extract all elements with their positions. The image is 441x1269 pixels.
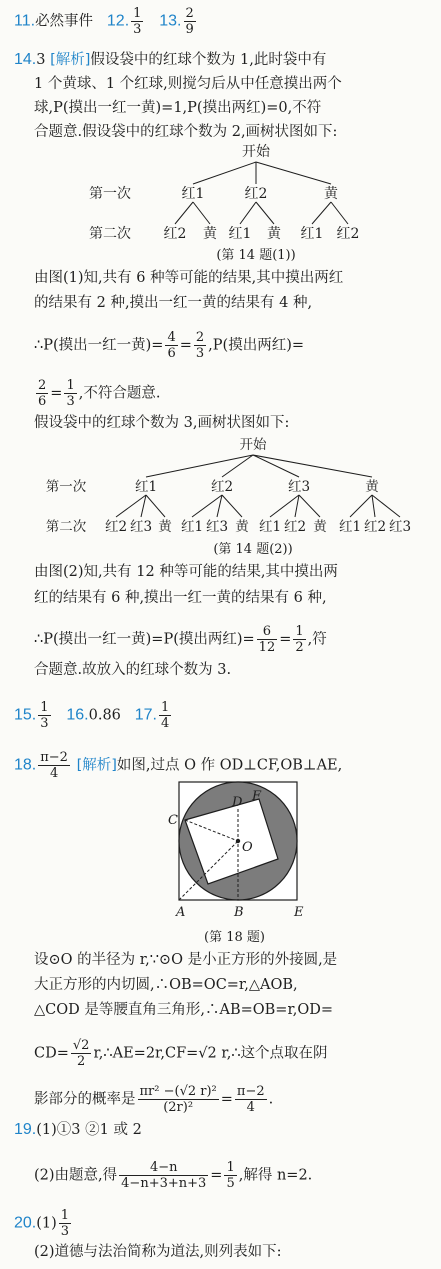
answer-fraction: $\frac{1}{3}$ bbox=[133, 6, 142, 37]
question-number: 15. bbox=[14, 706, 37, 724]
tree1-leaf: 红2 bbox=[163, 226, 187, 242]
analysis-tag: [解析] bbox=[50, 52, 91, 68]
answer-fraction: $\frac{1}{3}$ bbox=[60, 1208, 70, 1239]
answer-fraction: $\frac{1}{3}$ bbox=[40, 700, 49, 731]
tree2-node: 红2 bbox=[210, 479, 234, 495]
tree2-leaf: 红2 bbox=[104, 519, 128, 535]
q14-line-13: 合题意.故放入的红球个数为 3. bbox=[34, 662, 232, 678]
tree2-caption: (第 14 题(2)) bbox=[213, 542, 293, 557]
question-number: 18. bbox=[14, 756, 37, 774]
answer-fraction: $\frac{1}{4}$ bbox=[160, 700, 170, 731]
tree1-leaf: 红1 bbox=[228, 226, 252, 242]
answer-fraction: $\frac{\pi-2}{4}$ bbox=[40, 750, 68, 781]
q18-line-6: 影部分的概率是 $\frac{\text{πr² −(√2 r)²}}{\text{(2r)²}}$ = $\frac{\pi-2}{4}$ . bbox=[34, 1084, 274, 1115]
q19-line-2: (2)由题意,得 $\frac{4-n}{4-n+3+n+3}$ = $\frac{1}{5}$ ,解得 n=2. bbox=[34, 1160, 313, 1191]
q14-line-4: 合题意.假设袋中的红球个数为 2,画树状图如下: bbox=[34, 124, 338, 140]
q18-line-3: 大正方形的内切圆,∴OB=OC=r,△AOB, bbox=[34, 977, 298, 993]
answer-text: 必然事件 bbox=[35, 13, 94, 30]
tree2-leaf: 黄 bbox=[313, 519, 327, 535]
label-e: E bbox=[294, 905, 304, 920]
tree2-row2-label: 第二次 bbox=[45, 519, 87, 535]
tree2-leaf: 黄 bbox=[235, 519, 249, 535]
figure-18-caption: (第 18 题) bbox=[204, 930, 265, 945]
q20-line-2: (2)道德与法治简称为道法,则列表如下: bbox=[34, 1244, 282, 1260]
q20-line-1: 20.(1) $\frac{1}{3}$ bbox=[14, 1208, 70, 1239]
question-number: 11. bbox=[14, 12, 36, 30]
q14-line-6: 的结果有 2 种,摸出一红一黄的结果有 4 种, bbox=[34, 295, 313, 311]
tree1-node: 红1 bbox=[181, 186, 205, 202]
tree2-node: 黄 bbox=[365, 479, 379, 495]
label-f: F bbox=[252, 789, 262, 804]
q14-line-7: ∴P(摸出一红一黄)= $\frac{4}{6}$ = $\frac{2}{3}$ ,P(摸出两红)= bbox=[34, 330, 305, 361]
tree2-leaf: 黄 bbox=[158, 519, 172, 535]
tree1-row2-label: 第二次 bbox=[89, 226, 131, 242]
question-number: 14. bbox=[14, 51, 37, 68]
tree2-root: 开始 bbox=[239, 437, 267, 453]
question-number: 20. bbox=[14, 1214, 37, 1232]
q18-line-5: CD= $\frac{√2}{2}$ r,∴AE=2r,CF=√2 r,∴这个点取在阴 bbox=[34, 1038, 328, 1069]
q14-line-12: ∴P(摸出一红一黄)=P(摸出两红)= $\frac{6}{12}$ = $\frac{1}{2}$ ,符 bbox=[34, 624, 327, 655]
label-d: D bbox=[232, 795, 243, 810]
q18-line-2: 设⊙O 的半径为 r,∵⊙O 是小正方形的外接圆,是 bbox=[34, 952, 338, 968]
tree1-row1-label: 第一次 bbox=[89, 186, 131, 202]
q14-line-9: 假设袋中的红球个数为 3,画树状图如下: bbox=[34, 415, 290, 431]
q14-line-10: 由图(2)知,共有 12 种等可能的结果,其中摸出两 bbox=[34, 564, 338, 580]
tree1-leaf: 红2 bbox=[336, 226, 360, 242]
q14-line-1: 14.3 [解析]假设袋中的红球个数为 1,此时袋中有 bbox=[14, 51, 327, 68]
tree1-caption: (第 14 题(1)) bbox=[216, 248, 296, 263]
tree1-node: 黄 bbox=[324, 186, 338, 202]
question-number: 19. bbox=[14, 1121, 37, 1138]
answer-row-11-13 bbox=[14, 6, 198, 37]
q18-line-1: 18. $\frac{\pi-2}{4}$ [解析]如图,过点 O 作 OD⊥CF,OB⊥AE, bbox=[14, 750, 343, 781]
question-number: 12. bbox=[106, 12, 130, 30]
center-point bbox=[236, 839, 240, 843]
tree1-root: 开始 bbox=[242, 144, 270, 160]
label-c: C bbox=[168, 813, 178, 828]
question-number: 17. bbox=[134, 706, 157, 724]
q14-line-8: $\frac{2}{6}$ = $\frac{1}{3}$ ,不符合题意. bbox=[38, 378, 161, 409]
q14-line-11: 红的结果有 6 种,摸出一红一黄的结果有 6 种, bbox=[34, 590, 327, 606]
tree2-leaf: 红3 bbox=[388, 519, 412, 535]
tree2-node: 红3 bbox=[287, 479, 311, 495]
tree-diagram-1 bbox=[0, 140, 441, 265]
tree1-leaf: 黄 bbox=[267, 226, 281, 242]
tree1-leaf: 红1 bbox=[300, 226, 324, 242]
tree2-leaf: 红1 bbox=[180, 519, 204, 535]
question-number: 16. bbox=[66, 706, 89, 724]
tree2-leaf: 红2 bbox=[363, 519, 387, 535]
label-o: O bbox=[242, 840, 253, 855]
q14-line-3: 球,P(摸出一红一黄)=1,P(摸出两红)=0,不符 bbox=[34, 100, 322, 116]
q18-line-4: △COD 是等腰直角三角形,∴AB=OB=r,OD= bbox=[34, 1002, 334, 1018]
answer-row-15-17: 15. $\frac{1}{3}$ 16.0.86 17. $\frac{1}{4}$ bbox=[14, 700, 170, 731]
tree2-branches bbox=[116, 455, 400, 517]
label-b: B bbox=[234, 905, 244, 920]
tree2-leaf: 红1 bbox=[338, 519, 362, 535]
square-circle-figure bbox=[150, 778, 390, 928]
tree2-leaf: 红2 bbox=[283, 519, 307, 535]
label-a: A bbox=[176, 905, 186, 920]
tree2-leaf: 红1 bbox=[258, 519, 282, 535]
answer-fraction: $\frac{2}{9}$ bbox=[185, 6, 194, 37]
q14-line-5: 由图(1)知,共有 6 种等可能的结果,其中摸出两红 bbox=[34, 270, 344, 286]
question-number: 13. bbox=[159, 12, 182, 30]
tree2-leaf: 红3 bbox=[205, 519, 229, 535]
tree2-row1-label: 第一次 bbox=[45, 479, 87, 495]
analysis-tag: [解析] bbox=[76, 757, 117, 774]
tree2-node: 红1 bbox=[134, 479, 158, 495]
tree1-node: 红2 bbox=[244, 186, 268, 202]
q14-line-2: 1 个黄球、1 个红球,则搅匀后从中任意摸出两个 bbox=[34, 76, 342, 92]
tree1-leaf: 黄 bbox=[203, 226, 217, 242]
tree-diagram-2 bbox=[0, 433, 441, 558]
q19-line-1: 19.(1)①3 ②1 或 2 bbox=[14, 1121, 142, 1138]
tree2-leaf: 红3 bbox=[129, 519, 153, 535]
